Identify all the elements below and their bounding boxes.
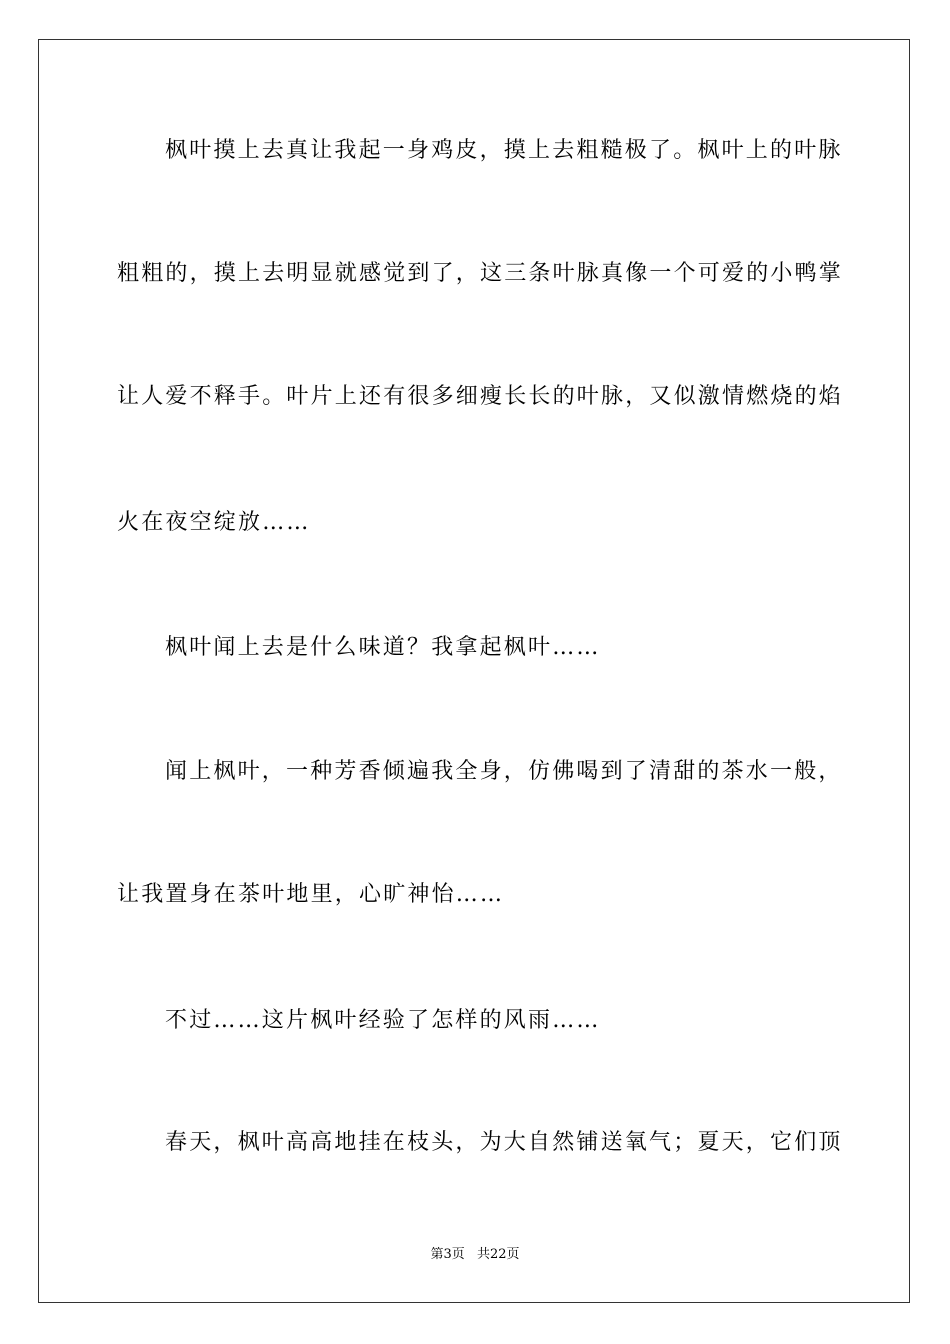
paragraph-3-line-1: 闻上枫叶，一种芳香倾遍我全身，仿佛喝到了清甜的茶水一般，	[165, 759, 843, 784]
page-footer	[0, 1246, 950, 1264]
paragraph-4-line-1: 不过……这片枫叶经验了怎样的风雨……	[165, 1008, 601, 1033]
paragraph-5-line-1: 春天，枫叶高高地挂在枝头，为大自然铺送氧气；夏天，它们顶	[165, 1130, 843, 1155]
paragraph-2-line-1: 枫叶闻上去是什么味道？我拿起枫叶……	[165, 635, 601, 660]
paragraph-1-line-4: 火在夜空绽放……	[117, 510, 311, 535]
paragraph-3-line-2: 让我置身在茶叶地里，心旷神怡……	[117, 882, 505, 907]
page-total: 共22页	[476, 1247, 520, 1262]
paragraph-1-line-2: 粗粗的，摸上去明显就感觉到了，这三条叶脉真像一个可爱的小鸭掌	[117, 261, 844, 286]
paragraph-1-line-1: 枫叶摸上去真让我起一身鸡皮，摸上去粗糙极了。枫叶上的叶脉	[165, 138, 843, 163]
page-border	[38, 39, 910, 1303]
page-number: 第3页	[430, 1247, 465, 1262]
paragraph-1-line-3: 让人爱不释手。叶片上还有很多细瘦长长的叶脉，又似激情燃烧的焰	[117, 384, 844, 409]
